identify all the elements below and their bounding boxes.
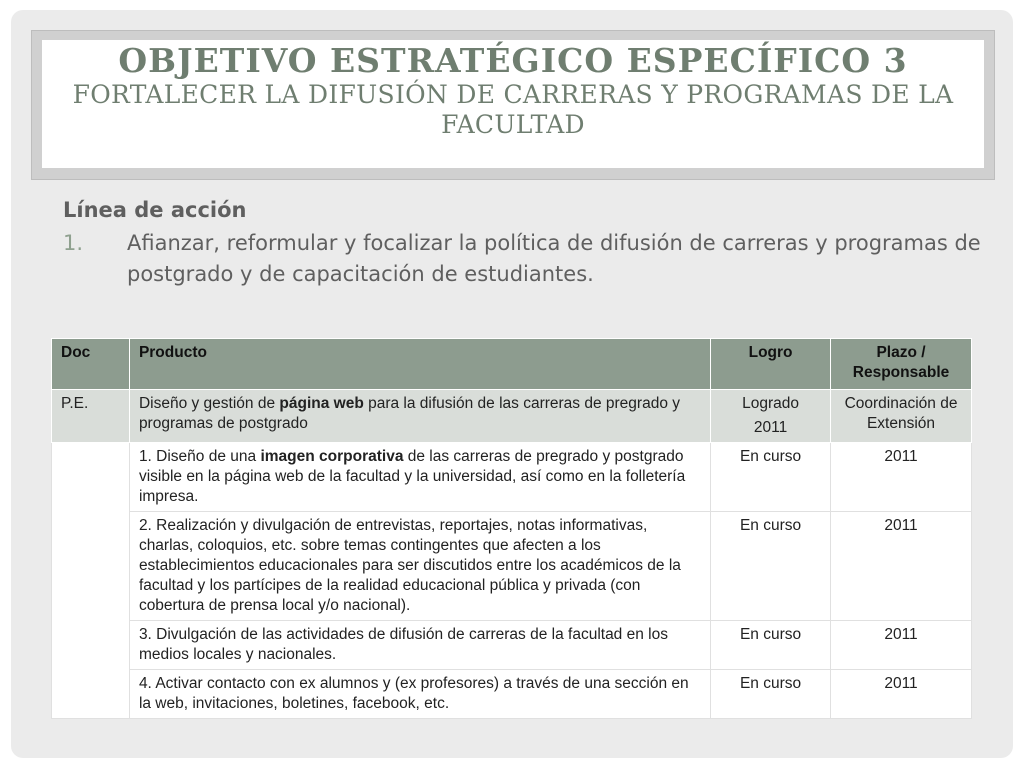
cell-logro: En curso bbox=[711, 512, 831, 621]
header-plazo: Plazo / Responsable bbox=[831, 339, 972, 390]
cell-producto bbox=[129, 670, 710, 719]
producto-text: 4. Activar contacto con ex alumnos y (ex profesores) a través de una sección en la web, invitaciones, boletines, facebook, etc. bbox=[138, 675, 689, 712]
cell-logro: En curso bbox=[711, 621, 831, 670]
header-doc: Doc bbox=[52, 339, 130, 390]
cell-plazo: 2011 bbox=[831, 443, 972, 512]
action-line-section bbox=[63, 198, 983, 290]
producto-text: 2. Realización y divulgación de entrevistas, reportajes, notas informativas, charlas, coloquios, etc. sobre temas contingentes que afecten a los establecimientos educacionales para ser discutidos entre los académicos de la facultad y los partícipes de la realidad educacional pública y privada (con cobertura de prensa local y/o nacional). bbox=[138, 517, 681, 614]
table-row-pe bbox=[52, 390, 972, 443]
product-table bbox=[51, 338, 972, 719]
item-number: 1. bbox=[63, 231, 84, 255]
table-row bbox=[52, 512, 972, 621]
cell-doc-empty bbox=[52, 443, 130, 719]
slide bbox=[11, 10, 1013, 758]
producto-text: 1. Diseño de una bbox=[138, 448, 261, 465]
logro-status: Logrado bbox=[742, 395, 799, 412]
cell-plazo: Coordinación de Extensión bbox=[831, 390, 972, 443]
table-header-row bbox=[52, 339, 972, 390]
cell-logro: En curso bbox=[711, 443, 831, 512]
producto-text: 3. Divulgación de las actividades de difusión de carreras de la facultad en los medios locales y nacionales. bbox=[138, 626, 668, 663]
cell-producto bbox=[129, 390, 710, 443]
producto-text: Diseño y gestión de bbox=[138, 395, 280, 412]
cell-plazo: 2011 bbox=[831, 512, 972, 621]
table-row bbox=[52, 443, 972, 512]
cell-doc: P.E. bbox=[52, 390, 130, 443]
action-line-item bbox=[63, 228, 983, 290]
header-logro: Logro bbox=[711, 339, 831, 390]
producto-bold: página web bbox=[279, 395, 364, 412]
producto-text-post: de las carreras de pregrado y postgrado visible en la página web de la facultad y la universidad, así como en la folletería impresa. bbox=[138, 448, 686, 505]
cell-producto bbox=[129, 621, 710, 670]
section-heading: Línea de acción bbox=[63, 198, 247, 222]
producto-bold: imagen corporativa bbox=[260, 448, 404, 465]
cell-logro bbox=[711, 390, 831, 443]
producto-text-post: para la difusión de las carreras de pregrado y programas de postgrado bbox=[138, 395, 681, 432]
title-box bbox=[42, 40, 984, 168]
item-text: Afianzar, reformular y focalizar la política de difusión de carreras y programas de postgrado y de capacitación de estudiantes. bbox=[127, 231, 981, 286]
title-frame bbox=[31, 30, 995, 180]
slide-title: OBJETIVO ESTRATÉGICO ESPECÍFICO 3 bbox=[118, 41, 908, 80]
table-row bbox=[52, 670, 972, 719]
header-producto: Producto bbox=[129, 339, 710, 390]
cell-logro: En curso bbox=[711, 670, 831, 719]
table-row bbox=[52, 621, 972, 670]
cell-plazo: 2011 bbox=[831, 621, 972, 670]
cell-plazo: 2011 bbox=[831, 670, 972, 719]
slide-subtitle: FORTALECER LA DIFUSIÓN DE CARRERAS Y PROGRAMAS DE LA FACULTAD bbox=[72, 80, 954, 139]
cell-producto bbox=[129, 512, 710, 621]
logro-year: 2011 bbox=[753, 419, 788, 436]
cell-producto bbox=[129, 443, 710, 512]
